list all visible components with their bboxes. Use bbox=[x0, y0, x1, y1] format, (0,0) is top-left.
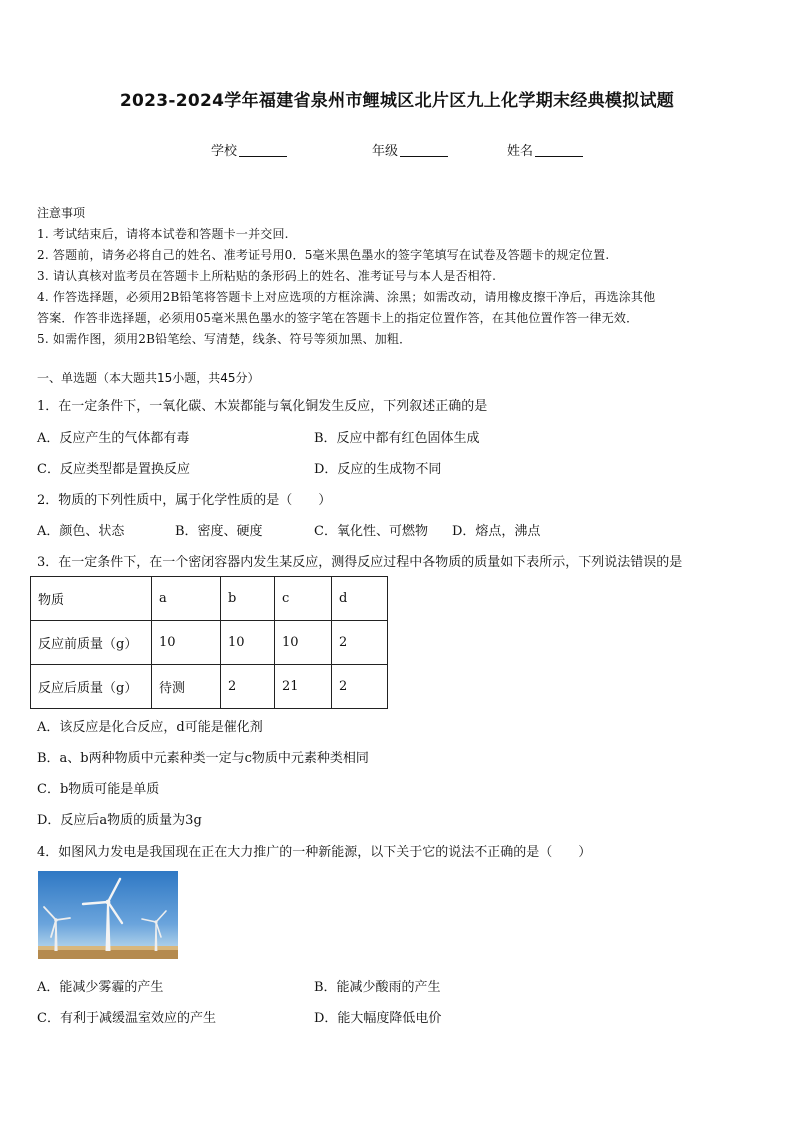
q1-option-d[interactable]: D．反应的生成物不同 bbox=[314, 462, 442, 477]
note-item: 1. 考试结束后，请将本试卷和答题卡一并交回. bbox=[37, 227, 289, 241]
q1-option-a[interactable]: A．反应产生的气体都有毒 bbox=[37, 431, 190, 446]
q4-option-c[interactable]: C．有利于减缓温室效应的产生 bbox=[37, 1011, 216, 1026]
q3-option-b[interactable]: B．a、b两种物质中元素种类一定与c物质中元素种类相同 bbox=[37, 751, 369, 766]
note-item: 答案．作答非选择题，必须用05毫米黑色墨水的签字笔在答题卡上的指定位置作答，在其他位置作答一律无效． bbox=[37, 311, 639, 325]
table-cell: c bbox=[275, 577, 332, 621]
q3-option-d[interactable]: D．反应后a物质的质量为3g bbox=[37, 813, 202, 828]
table-cell: 10 bbox=[275, 621, 332, 665]
note-item: 5. 如需作图，须用2B铅笔绘、写清楚，线条、符号等须加黑、加粗． bbox=[37, 332, 412, 346]
question-2-stem: 2．物质的下列性质中，属于化学性质的是（ ） bbox=[37, 493, 332, 508]
table-row bbox=[31, 665, 388, 709]
table-cell: 反应前质量（g） bbox=[31, 621, 152, 665]
table-row bbox=[31, 621, 388, 665]
table-cell: d bbox=[332, 577, 388, 621]
q2-option-b[interactable]: B．密度、硬度 bbox=[175, 524, 263, 539]
table-row bbox=[31, 577, 388, 621]
table-cell: a bbox=[152, 577, 221, 621]
exam-title: 2023-2024学年福建省泉州市鲤城区北片区九上化学期末经典模拟试题 bbox=[119, 91, 675, 111]
q2-option-c[interactable]: C．氧化性、可燃物 bbox=[314, 524, 428, 539]
notes-block bbox=[37, 203, 757, 350]
table-cell: b bbox=[221, 577, 275, 621]
note-item: 4. 作答选择题，必须用2B铅笔将答题卡上对应选项的方框涂满、涂黑；如需改动，请用橡皮擦干净后，再选涂其他 bbox=[37, 290, 656, 304]
question-1-stem: 1．在一定条件下，一氧化碳、木炭都能与氧化铜发生反应，下列叙述正确的是 bbox=[37, 399, 488, 414]
wind-turbine-image bbox=[38, 871, 178, 959]
q4-option-a[interactable]: A．能减少雾霾的产生 bbox=[37, 980, 164, 995]
name-field[interactable] bbox=[507, 140, 583, 159]
q4-option-b[interactable]: B．能减少酸雨的产生 bbox=[314, 980, 441, 995]
note-item: 2. 答题前，请务必将自己的姓名、准考证号用0．5毫米黑色墨水的签字笔填写在试卷及答题卡的规定位置. bbox=[37, 248, 610, 262]
note-item: 3. 请认真核对监考员在答题卡上所粘贴的条形码上的姓名、准考证号与本人是否相符. bbox=[37, 269, 497, 283]
school-label: 学校 bbox=[211, 144, 238, 159]
mass-table bbox=[30, 576, 388, 709]
table-cell: 2 bbox=[332, 665, 388, 709]
name-blank[interactable] bbox=[535, 143, 583, 157]
q1-option-c[interactable]: C．反应类型都是置换反应 bbox=[37, 462, 190, 477]
question-4-stem: 4．如图风力发电是我国现在正在大力推广的一种新能源，以下关于它的说法不正确的是（ ） bbox=[37, 845, 592, 860]
grade-label: 年级 bbox=[372, 144, 399, 159]
q3-option-a[interactable]: A．该反应是化合反应，d可能是催化剂 bbox=[37, 720, 263, 735]
table-cell: 21 bbox=[275, 665, 332, 709]
grade-blank[interactable] bbox=[400, 143, 448, 157]
grade-field[interactable] bbox=[372, 140, 448, 159]
table-cell: 10 bbox=[221, 621, 275, 665]
school-field[interactable] bbox=[211, 140, 287, 159]
table-cell: 待测 bbox=[152, 665, 221, 709]
q3-option-c[interactable]: C．b物质可能是单质 bbox=[37, 782, 160, 797]
table-cell: 物质 bbox=[31, 577, 152, 621]
notes-heading: 注意事项 bbox=[37, 206, 86, 220]
table-cell: 2 bbox=[332, 621, 388, 665]
q4-option-d[interactable]: D．能大幅度降低电价 bbox=[314, 1011, 442, 1026]
table-cell: 10 bbox=[152, 621, 221, 665]
table-cell: 2 bbox=[221, 665, 275, 709]
name-label: 姓名 bbox=[507, 144, 534, 159]
section-heading: 一、单选题（本大题共15小题，共45分） bbox=[37, 371, 260, 385]
table-cell: 反应后质量（g） bbox=[31, 665, 152, 709]
school-blank[interactable] bbox=[239, 143, 287, 157]
q2-option-a[interactable]: A．颜色、状态 bbox=[37, 524, 125, 539]
q1-option-b[interactable]: B．反应中都有红色固体生成 bbox=[314, 431, 480, 446]
question-3-stem: 3．在一定条件下，在一个密闭容器内发生某反应，测得反应过程中各物质的质量如下表所示，下列说法错误的是 bbox=[37, 555, 683, 570]
q2-option-d[interactable]: D．熔点，沸点 bbox=[452, 524, 541, 539]
